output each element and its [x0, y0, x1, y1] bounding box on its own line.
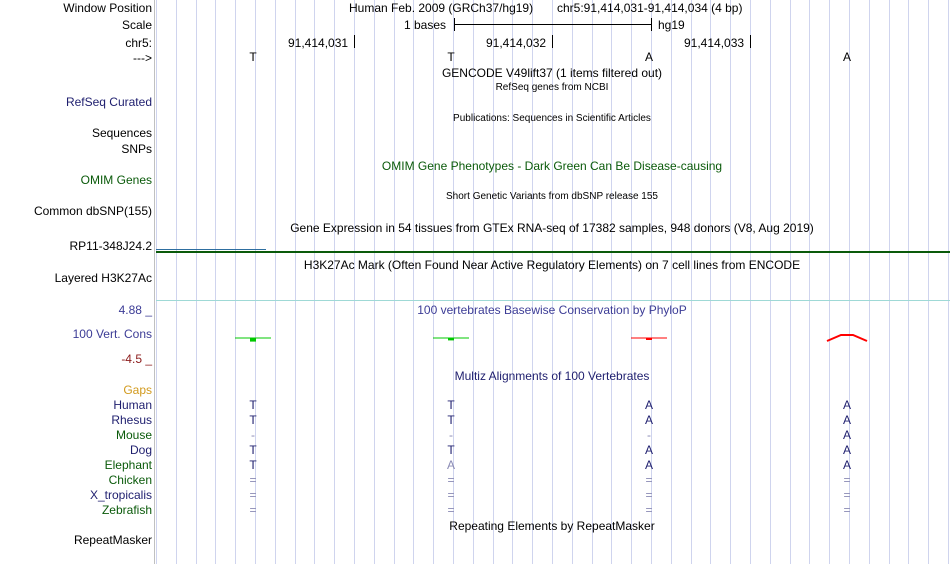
- alignment-base: =: [249, 488, 257, 502]
- grid-line: [394, 0, 395, 564]
- alignment-base: A: [842, 413, 852, 427]
- grid-line: [790, 0, 791, 564]
- track-label-sequences[interactable]: Sequences: [91, 126, 152, 140]
- grid-line: [413, 0, 414, 564]
- alignment-base: =: [645, 488, 653, 502]
- alignment-base: =: [843, 488, 851, 502]
- gtex-bar-highlight: [156, 249, 266, 250]
- alignment-base: =: [843, 473, 851, 487]
- alignment-base: =: [645, 473, 653, 487]
- grid-line: [473, 0, 474, 564]
- grid-line: [889, 0, 890, 564]
- grid-line: [750, 0, 751, 564]
- grid-line: [948, 0, 949, 564]
- window-position-label: Window Position: [63, 1, 152, 15]
- species-label-chicken[interactable]: Chicken: [108, 473, 152, 487]
- grid-line: [730, 0, 731, 564]
- grid-line: [770, 0, 771, 564]
- alignment-base: A: [644, 443, 654, 457]
- scale-bar: [454, 18, 652, 32]
- chromosome-label: chr5:: [125, 36, 152, 50]
- strand-toggle[interactable]: --->: [133, 51, 152, 65]
- alignment-base: T: [447, 398, 455, 412]
- grid-line: [235, 0, 236, 564]
- track-label-layered-h3k27ac[interactable]: Layered H3K27Ac: [54, 271, 152, 285]
- conservation-divider: [156, 300, 950, 301]
- alignment-base: A: [842, 428, 852, 442]
- window-position-text: chr5:91,414,031-91,414,034 (4 bp): [557, 1, 743, 15]
- phylop-max-value: 4.88 _: [118, 303, 152, 317]
- scale-label: Scale: [121, 18, 152, 32]
- grid-line: [314, 0, 315, 564]
- alignment-base: A: [842, 443, 852, 457]
- grid-line: [295, 0, 296, 564]
- species-label-dog[interactable]: Dog: [129, 443, 152, 457]
- species-label-elephant[interactable]: Elephant: [104, 458, 152, 472]
- alignment-base: T: [249, 413, 257, 427]
- reference-base: T: [249, 50, 257, 64]
- track-label-gaps[interactable]: Gaps: [123, 383, 152, 397]
- grid-line: [611, 0, 612, 564]
- scale-bar-label: 1 bases: [404, 18, 447, 32]
- grid-line: [710, 0, 711, 564]
- alignment-base: -: [449, 428, 453, 442]
- alignment-base: A: [446, 458, 456, 472]
- alignment-base: =: [249, 473, 257, 487]
- publications-track-title[interactable]: Publications: Sequences in Scientific Articles: [453, 113, 651, 124]
- grid-line: [176, 0, 177, 564]
- repeatmasker-track-title[interactable]: Repeating Elements by RepeatMasker: [449, 519, 655, 533]
- alignment-base: A: [644, 398, 654, 412]
- grid-line: [433, 0, 434, 564]
- grid-line: [334, 0, 335, 564]
- alignment-base: T: [447, 443, 455, 457]
- alignment-base: =: [843, 503, 851, 517]
- ruler-tick: [750, 35, 751, 48]
- conservation-mark: [250, 338, 256, 342]
- phylop-min-value: -4.5 _: [121, 352, 152, 366]
- assembly-title: Human Feb. 2009 (GRCh37/hg19): [349, 1, 534, 15]
- species-label-human[interactable]: Human: [113, 398, 152, 412]
- omim-track-title[interactable]: OMIM Gene Phenotypes - Dark Green Can Be Disease-causing: [381, 159, 723, 173]
- alignment-base: T: [249, 398, 257, 412]
- track-label-omim[interactable]: OMIM Genes: [80, 173, 152, 187]
- track-label-common-dbsnp[interactable]: Common dbSNP(155): [33, 204, 152, 218]
- ruler-coord: 91,414,032: [486, 36, 547, 50]
- alignment-base: T: [447, 413, 455, 427]
- refseq-track-title[interactable]: RefSeq genes from NCBI: [495, 82, 609, 93]
- alignment-base: A: [644, 413, 654, 427]
- ruler-tick: [354, 35, 355, 48]
- multiz-track-title[interactable]: Multiz Alignments of 100 Vertebrates: [454, 369, 650, 383]
- reference-base: A: [842, 50, 852, 64]
- alignment-base: T: [249, 458, 257, 472]
- species-label-mouse[interactable]: Mouse: [115, 428, 152, 442]
- track-label-refseq[interactable]: RefSeq Curated: [65, 95, 152, 109]
- grid-line: [196, 0, 197, 564]
- sidebar-separator: [154, 0, 155, 564]
- alignment-base: =: [447, 503, 455, 517]
- alignment-base: -: [647, 428, 651, 442]
- phylop-track-title[interactable]: 100 vertebrates Basewise Conservation by PhyloP: [417, 303, 687, 317]
- species-label-zebrafish[interactable]: Zebrafish: [101, 503, 152, 517]
- grid-line: [809, 0, 810, 564]
- alignment-base: =: [447, 488, 455, 502]
- grid-line: [631, 0, 632, 564]
- conservation-mark: [448, 338, 454, 340]
- alignment-base: -: [251, 428, 255, 442]
- ruler-coord: 91,414,031: [288, 36, 349, 50]
- alignment-base: =: [645, 503, 653, 517]
- conservation-mark: [646, 338, 652, 340]
- ruler-coord: 91,414,033: [684, 36, 745, 50]
- grid-line: [493, 0, 494, 564]
- gencode-track-title[interactable]: GENCODE V49lift37 (1 items filtered out): [441, 66, 663, 80]
- alignment-base: A: [842, 458, 852, 472]
- reference-base: A: [644, 50, 654, 64]
- grid-line: [215, 0, 216, 564]
- alignment-base: T: [249, 443, 257, 457]
- track-label-repeatmasker[interactable]: RepeatMasker: [73, 533, 152, 547]
- alignment-base: A: [644, 458, 654, 472]
- species-label-x-tropicalis[interactable]: X_tropicalis: [89, 488, 152, 502]
- grid-line: [671, 0, 672, 564]
- reference-base: T: [447, 50, 455, 64]
- track-label-vert-cons[interactable]: 100 Vert. Cons: [72, 327, 152, 341]
- alignment-base: =: [447, 473, 455, 487]
- grid-line: [275, 0, 276, 564]
- h3k27ac-track-title[interactable]: H3K27Ac Mark (Often Found Near Active Regulatory Elements) on 7 cell lines from ENCODE: [303, 258, 801, 272]
- conservation-mark: [827, 335, 867, 341]
- species-label-rhesus[interactable]: Rhesus: [111, 413, 152, 427]
- gtex-feature-bar[interactable]: [156, 251, 950, 253]
- alignment-base: =: [249, 503, 257, 517]
- grid-line: [156, 0, 157, 564]
- grid-line: [354, 0, 355, 564]
- grid-line: [691, 0, 692, 564]
- grid-line: [374, 0, 375, 564]
- ruler-tick: [552, 35, 553, 48]
- grid-line: [869, 0, 870, 564]
- grid-line: [908, 0, 909, 564]
- conservation-plot: [156, 320, 950, 360]
- track-label-rp11[interactable]: RP11-348J24.2: [69, 239, 152, 253]
- scale-assembly: hg19: [658, 18, 685, 32]
- grid-line: [829, 0, 830, 564]
- track-label-snps[interactable]: SNPs: [121, 142, 152, 156]
- gtex-track-title[interactable]: Gene Expression in 54 tissues from GTEx RNA-seq of 17382 samples, 948 donors (V8, Aug 2019): [290, 221, 814, 235]
- grid-line: [928, 0, 929, 564]
- dbsnp-track-title[interactable]: Short Genetic Variants from dbSNP release 155: [446, 191, 658, 202]
- alignment-base: A: [842, 398, 852, 412]
